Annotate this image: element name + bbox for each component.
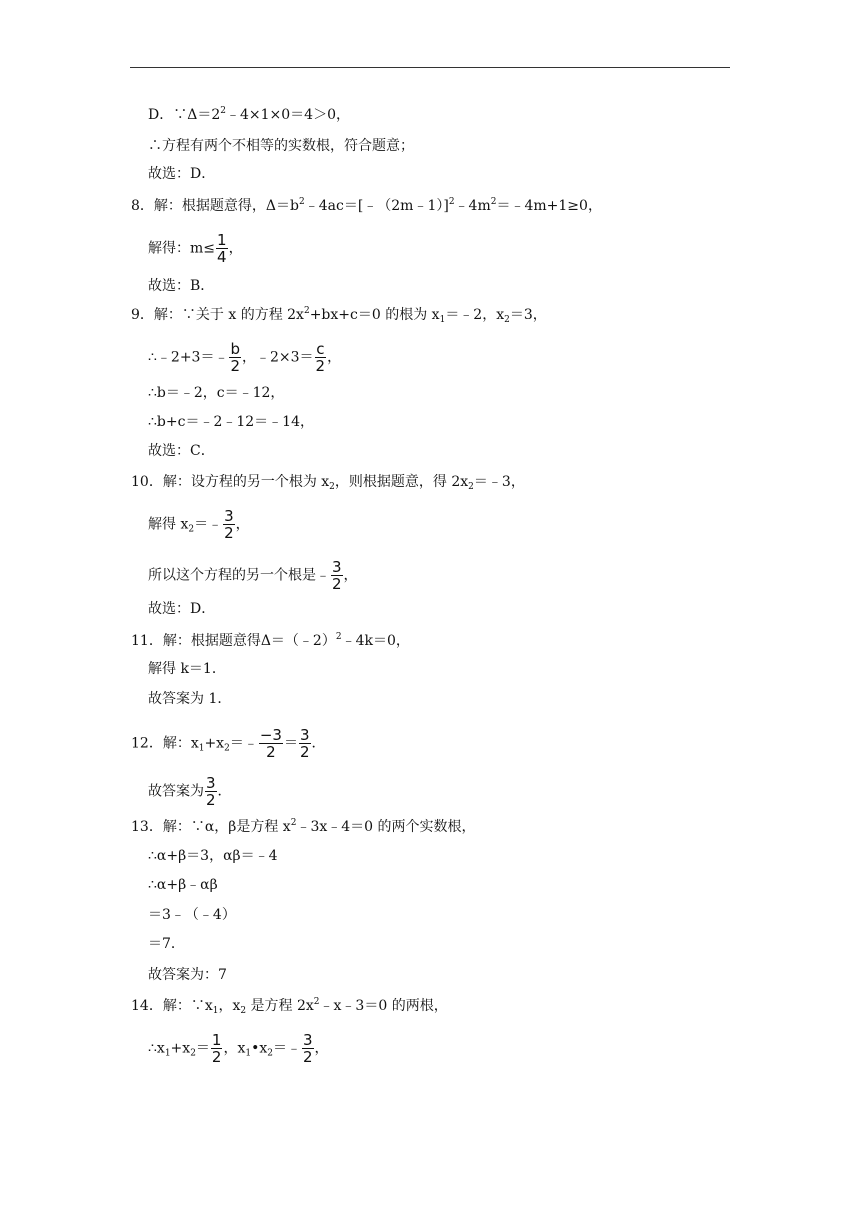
fraction: $\frac{3}{2}$: [224, 507, 234, 542]
fraction: $\frac{3}{2}$: [299, 726, 310, 761]
line-q8-answer: 故选：B．: [148, 278, 215, 294]
line-q11-result: 解得 k＝1．: [148, 661, 226, 677]
fraction: $\frac{3}{2}$: [303, 1031, 313, 1066]
line-q14-vieta: $\therefore x_1+x_2=$ $\frac{1}{2}$ ，$x_1•x_2=﹣$ $\frac{3}{2}$ ，: [148, 1031, 329, 1066]
line-q13-solution: 13．解：∵α，β是方程 $x^2﹣3x﹣4=0$ 的两个实数根，: [131, 818, 476, 835]
line-q11-solution: 11．解：根据题意得Δ＝（﹣2）$^2$﹣4k＝0，: [131, 632, 410, 649]
line-q9-values: ∴b＝﹣2，c＝﹣12，: [148, 385, 285, 401]
header-rule: [130, 67, 730, 68]
line-q12-solution: 12．解：$x_1+x_2=﹣$ $\frac{-3}{2}$ ＝ $\frac{3}{2}$ ．: [131, 726, 326, 761]
line-q9-answer: 故选：C．: [148, 443, 215, 459]
fraction: $\frac{3}{2}$: [332, 558, 342, 593]
line-q10-answer: 故选：D．: [148, 601, 216, 617]
line-7d-discriminant: D．$\because\Delta=2^2﹣4\times 1\times 0=4>0$，: [148, 106, 350, 123]
line-q10-solution: 10．解：设方程的另一个根为 $x_2$，则根据题意，得 $2x_2=﹣3$，: [131, 474, 525, 492]
fraction: $\frac{b}{2}$: [230, 340, 240, 375]
line-7d-conclusion: ∴方程有两个不相等的实数根，符合题意；: [148, 138, 414, 154]
line-7-answer: 故选：D．: [148, 166, 216, 182]
line-q13-expression: ∴α+β﹣αβ: [148, 877, 218, 893]
line-q10-root: 所以这个方程的另一个根是﹣ $\frac{3}{2}$ ，: [148, 558, 358, 593]
line-q14-solution: 14．解：$\because x_1$，$x_2$ 是方程 $2x^2﹣x﹣3=0$ 的两根，: [131, 997, 448, 1016]
line-q13-substitute: ＝3﹣（﹣4）: [148, 907, 236, 923]
fraction: $\frac{-3}{2}$: [259, 726, 282, 761]
line-q9-sum: ∴b+c＝﹣2﹣12＝﹣14，: [148, 414, 314, 430]
line-q10-result: 解得 $x_2=﹣$ $\frac{3}{2}$ ，: [148, 507, 250, 542]
line-q8-solution: 8．解：根据题意得，$\Delta=b^2﹣4ac=[﹣(2m﹣1)]^2﹣4m^2=﹣4m+1\ge 0$，: [131, 197, 602, 214]
line-q9-solution: 9．解：∵关于 x 的方程 $2x^2+bx+c=0$ 的根为 $x_1=﹣2$，$x_2=3$，: [131, 306, 547, 325]
line-q13-result: ＝7．: [148, 936, 185, 952]
fraction: $\frac{1}{4}$: [217, 231, 227, 266]
fraction: $\frac{1}{2}$: [211, 1031, 222, 1066]
line-q11-answer: 故答案为 1．: [148, 691, 232, 707]
line-q13-vieta: ∴α+β＝3，αβ＝﹣4: [148, 848, 278, 864]
fraction: $\frac{c}{2}$: [315, 340, 326, 375]
line-q9-vieta: ∴﹣2+3＝﹣ $\frac{b}{2}$ ，﹣2×3＝ $\frac{c}{2}$ ，: [148, 340, 342, 375]
line-q8-result: 解得：m≤ $\frac{1}{4}$ ，: [148, 231, 243, 266]
line-q12-answer: 故答案为 $\frac{3}{2}$ ．: [148, 774, 232, 809]
line-q13-answer: 故答案为：7: [148, 967, 227, 983]
fraction: $\frac{3}{2}$: [206, 774, 216, 809]
